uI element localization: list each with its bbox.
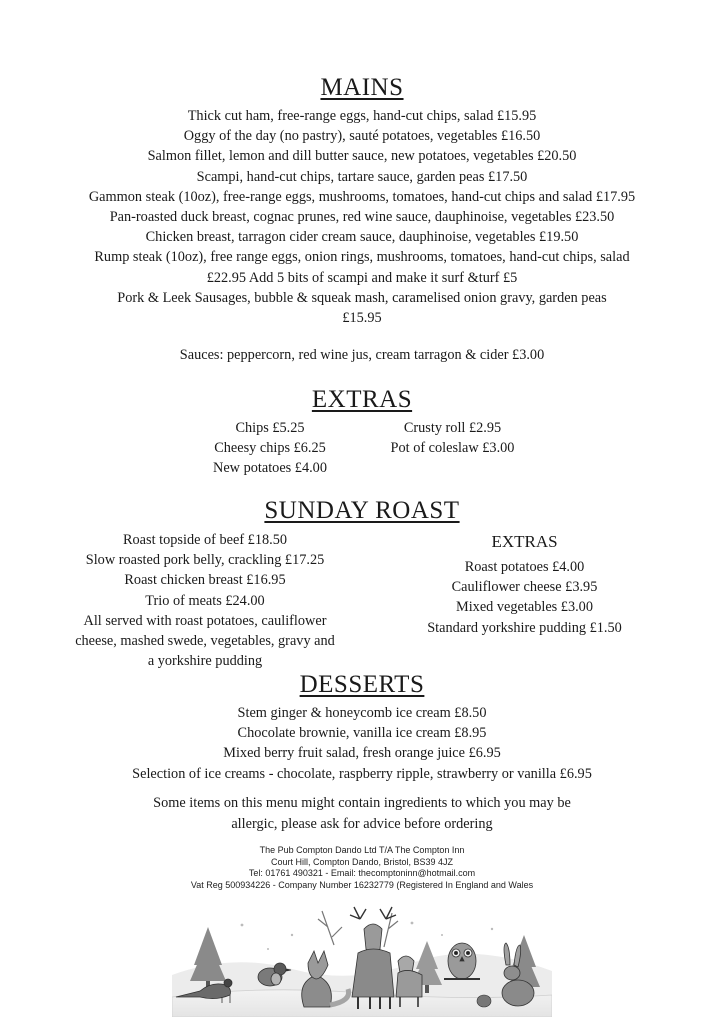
- winter-animals-illustration: [172, 905, 552, 1017]
- extras-item: Pot of coleslaw £3.00: [390, 440, 515, 457]
- mains-item: Pan-roasted duck breast, cognac prunes, red wine sauce, dauphinoise, vegetables £23.50: [109, 209, 615, 226]
- mains-item: Salmon fillet, lemon and dill butter sauce, new potatoes, vegetables £20.50: [147, 148, 577, 165]
- business-details: [0, 845, 724, 891]
- mains-item: Chicken breast, tarragon cider cream sauce, dauphinoise, vegetables £19.50: [145, 229, 579, 246]
- allergy-line: Some items on this menu might contain ingredients to which you may be: [153, 795, 571, 811]
- desserts-list: [0, 703, 724, 784]
- extras-item: New potatoes £4.00: [213, 460, 327, 477]
- roast-extras-item: Standard yorkshire pudding £1.50: [427, 619, 622, 636]
- address: Court Hill, Compton Dando, Bristol, BS39 4JZ: [270, 856, 454, 867]
- mains-item: Thick cut ham, free-range eggs, hand-cut chips, salad £15.95: [187, 108, 537, 124]
- extras-item: Chips £5.25: [235, 420, 305, 436]
- sunday-roast-heading: SUNDAY ROAST: [264, 497, 460, 524]
- roast-extras-heading: EXTRAS: [491, 532, 558, 551]
- sunday-roast-list: [40, 530, 370, 671]
- mains-item: Gammon steak (10oz), free-range eggs, mushrooms, tomatoes, hand-cut chips and salad £17.95: [88, 188, 636, 205]
- mains-list: [0, 106, 724, 328]
- extras-right-column: [365, 418, 540, 458]
- mains-item: Oggy of the day (no pastry), sauté potatoes, vegetables £16.50: [183, 128, 541, 145]
- sauces-note: [0, 345, 724, 365]
- desserts-heading: DESSERTS: [299, 671, 425, 698]
- extras-heading: EXTRAS: [311, 386, 413, 413]
- extras-item: Crusty roll £2.95: [403, 420, 502, 436]
- company-name: The Pub Compton Dando Ltd T/A The Compton Inn: [259, 845, 465, 855]
- sauces-text: Sauces: peppercorn, red wine jus, cream tarragon & cider £3.00: [179, 347, 545, 363]
- dessert-item: Mixed berry fruit salad, fresh orange juice £6.95: [223, 745, 501, 762]
- roast-item: Trio of meats £24.00: [145, 592, 265, 609]
- registration-details: Vat Reg 500934226 - Company Number 16232779 (Registered In England and Wales: [190, 879, 534, 890]
- mains-heading: MAINS: [320, 74, 404, 101]
- roast-note: a yorkshire pudding: [147, 653, 263, 670]
- roast-extras-item: Mixed vegetables £3.00: [456, 599, 593, 616]
- extras-item: Cheesy chips £6.25: [214, 440, 326, 457]
- roast-extras-column: [392, 531, 657, 638]
- allergy-notice: [0, 793, 724, 835]
- mains-item: £15.95: [342, 310, 382, 327]
- pine-cone-icon: [477, 995, 491, 1007]
- roast-note: All served with roast potatoes, cauliflower: [83, 612, 327, 629]
- extras-left-column: [170, 418, 370, 479]
- mains-item: Pork & Leek Sausages, bubble & squeak mash, caramelised onion gravy, garden peas: [117, 289, 607, 306]
- roast-item: Roast topside of beef £18.50: [123, 532, 287, 548]
- dessert-item: Chocolate brownie, vanilla ice cream £8.95: [237, 725, 487, 742]
- dessert-item: Stem ginger & honeycomb ice cream £8.50: [237, 705, 487, 721]
- mains-item: Scampi, hand-cut chips, tartare sauce, garden peas £17.50: [196, 168, 528, 185]
- roast-extras-item: Cauliflower cheese £3.95: [451, 579, 598, 596]
- contact-details: Tel: 01761 490321 - Email: thecomptoninn@hotmail.com: [248, 868, 476, 878]
- dessert-item: Selection of ice creams - chocolate, raspberry ripple, strawberry or vanilla £6.95: [132, 765, 592, 782]
- allergy-line: allergic, please ask for advice before ordering: [231, 816, 493, 832]
- roast-note: cheese, mashed swede, vegetables, gravy and: [75, 633, 335, 650]
- roast-item: Slow roasted pork belly, crackling £17.25: [85, 552, 325, 569]
- mains-item: £22.95 Add 5 bits of scampi and make it surf &turf £5: [206, 269, 518, 286]
- mains-item: Rump steak (10oz), free range eggs, onion rings, mushrooms, tomatoes, hand-cut chips, salad: [94, 249, 630, 266]
- roast-item: Roast chicken breast £16.95: [124, 572, 286, 589]
- roast-extras-item: Roast potatoes £4.00: [464, 559, 585, 575]
